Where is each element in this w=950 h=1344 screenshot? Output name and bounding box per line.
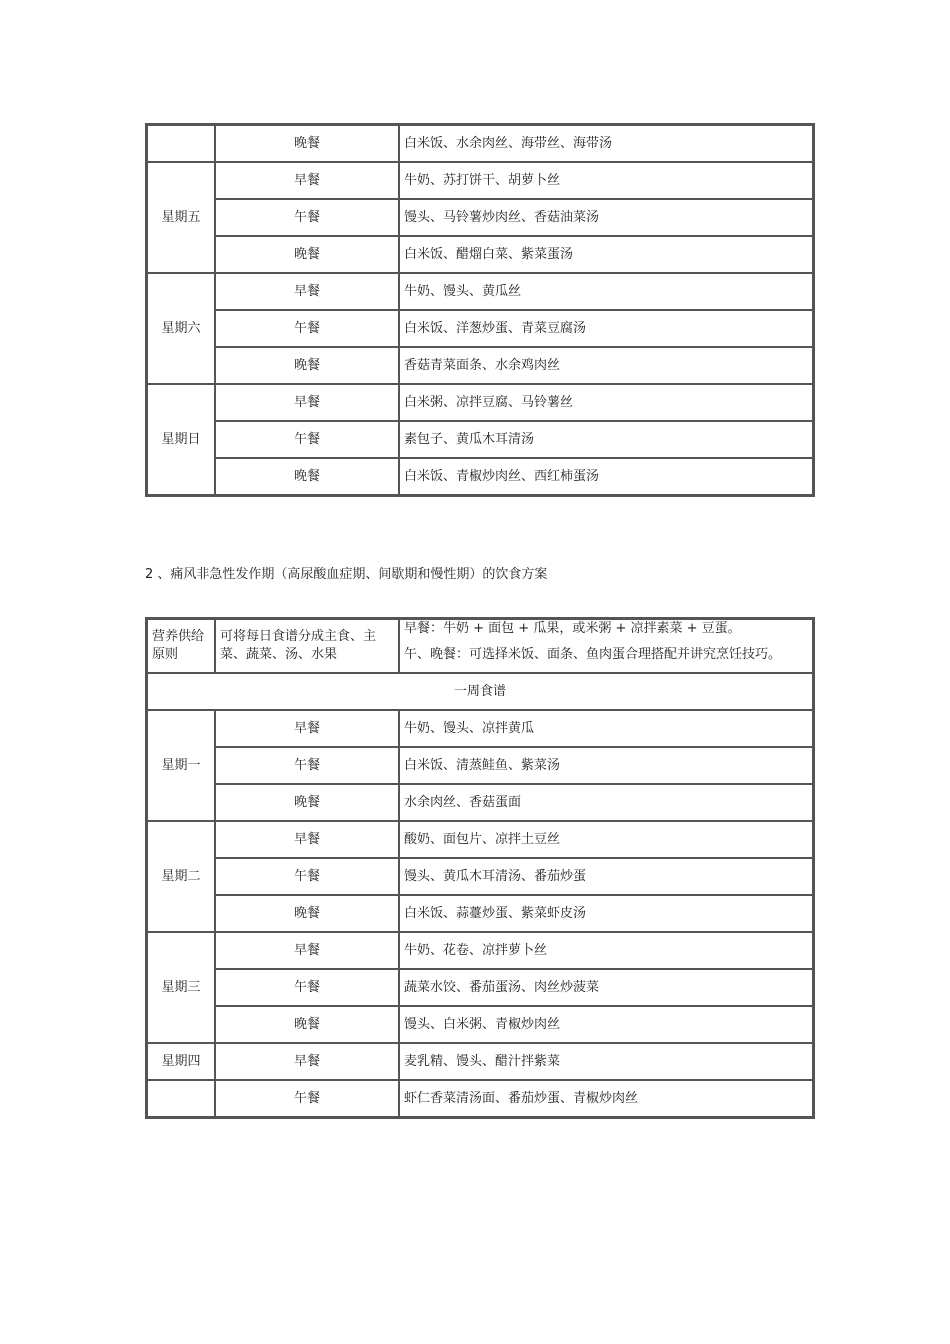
table-row	[147, 932, 813, 969]
table-row	[147, 125, 813, 162]
meal-name-cell: 早餐	[215, 1043, 399, 1080]
dish-cell: 馒头、马铃薯炒肉丝、香菇油菜汤	[399, 199, 813, 236]
meal-name-cell: 早餐	[215, 384, 399, 421]
meal-name-cell: 晚餐	[215, 347, 399, 384]
table-row	[147, 710, 813, 747]
table-row	[147, 1006, 813, 1043]
principle-text-cell: 可将每日食谱分成主食、主菜、蔬菜、汤、水果	[215, 619, 399, 673]
meal-name-cell: 午餐	[215, 747, 399, 784]
dish-cell: 蔬菜水饺、番茄蛋汤、肉丝炒菠菜	[399, 969, 813, 1006]
weekly-menu-table-continued	[145, 123, 815, 497]
section-heading: 2 、痛风非急性发作期（高尿酸血症期、间歇期和慢性期）的饮食方案	[145, 567, 548, 582]
table-row	[147, 821, 813, 858]
dish-cell: 白米饭、清蒸鲑鱼、紫菜汤	[399, 747, 813, 784]
day-cell: 星期日	[147, 384, 215, 495]
dish-cell: 牛奶、苏打饼干、胡萝卜丝	[399, 162, 813, 199]
table-row	[147, 895, 813, 932]
advice-lunch-dinner: 午、晚餐：可选择米饭、面条、鱼肉蛋合理搭配并讲究烹饪技巧。	[404, 647, 782, 662]
dish-cell: 牛奶、馒头、黄瓜丝	[399, 273, 813, 310]
dish-cell: 素包子、黄瓜木耳清汤	[399, 421, 813, 458]
dish-cell: 白米饭、水余肉丝、海带丝、海带汤	[399, 125, 813, 162]
meal-name-cell: 午餐	[215, 858, 399, 895]
dish-cell: 白米饭、醋熘白菜、紫菜蛋汤	[399, 236, 813, 273]
week-title-row	[147, 673, 813, 710]
advice-cell	[399, 619, 813, 673]
meal-name-cell: 晚餐	[215, 1006, 399, 1043]
dish-cell: 麦乳精、馒头、醋汁拌紫菜	[399, 1043, 813, 1080]
table-row	[147, 236, 813, 273]
dish-cell: 牛奶、花卷、凉拌萝卜丝	[399, 932, 813, 969]
dish-cell: 虾仁香菜清汤面、番茄炒蛋、青椒炒肉丝	[399, 1080, 813, 1117]
dish-cell: 水余肉丝、香菇蛋面	[399, 784, 813, 821]
dish-cell: 牛奶、馒头、凉拌黄瓜	[399, 710, 813, 747]
table-row	[147, 384, 813, 421]
table-row	[147, 310, 813, 347]
meal-name-cell: 晚餐	[215, 784, 399, 821]
table-row	[147, 1043, 813, 1080]
table-row	[147, 199, 813, 236]
meal-name-cell: 晚餐	[215, 895, 399, 932]
day-cell	[147, 1080, 215, 1117]
day-cell	[147, 125, 215, 162]
dish-cell: 白米饭、青椒炒肉丝、西红柿蛋汤	[399, 458, 813, 495]
day-cell: 星期一	[147, 710, 215, 821]
table-row	[147, 747, 813, 784]
meal-name-cell: 早餐	[215, 162, 399, 199]
day-cell: 星期四	[147, 1043, 215, 1080]
meal-name-cell: 晚餐	[215, 236, 399, 273]
dish-cell: 香菇青菜面条、水余鸡肉丝	[399, 347, 813, 384]
table-row	[147, 458, 813, 495]
meal-name-cell: 早餐	[215, 273, 399, 310]
meal-name-cell: 晚餐	[215, 458, 399, 495]
meal-name-cell: 午餐	[215, 1080, 399, 1117]
dish-cell: 馒头、白米粥、青椒炒肉丝	[399, 1006, 813, 1043]
day-cell: 星期二	[147, 821, 215, 932]
meal-name-cell: 早餐	[215, 710, 399, 747]
table-row	[147, 784, 813, 821]
table-row	[147, 162, 813, 199]
dish-cell: 白米饭、蒜薹炒蛋、紫菜虾皮汤	[399, 895, 813, 932]
meal-name-cell: 午餐	[215, 421, 399, 458]
meal-name-cell: 午餐	[215, 969, 399, 1006]
principle-label-cell: 营养供给原则	[147, 619, 215, 673]
meal-name-cell: 午餐	[215, 199, 399, 236]
table-row	[147, 969, 813, 1006]
table-row	[147, 273, 813, 310]
gout-diet-plan-table	[145, 617, 815, 1119]
advice-breakfast: 早餐：牛奶 + 面包 + 瓜果，或米粥 + 凉拌素菜 + 豆蛋。	[404, 621, 741, 636]
table-row	[147, 858, 813, 895]
day-cell: 星期三	[147, 932, 215, 1043]
week-title: 一周食谱	[147, 673, 813, 710]
table-row	[147, 421, 813, 458]
dish-cell: 馒头、黄瓜木耳清汤、番茄炒蛋	[399, 858, 813, 895]
dish-cell: 白米粥、凉拌豆腐、马铃薯丝	[399, 384, 813, 421]
table-row	[147, 1080, 813, 1117]
table-row	[147, 347, 813, 384]
meal-name-cell: 晚餐	[215, 125, 399, 162]
meal-name-cell: 午餐	[215, 310, 399, 347]
day-cell: 星期六	[147, 273, 215, 384]
dish-cell: 酸奶、面包片、凉拌土豆丝	[399, 821, 813, 858]
day-cell: 星期五	[147, 162, 215, 273]
meal-name-cell: 早餐	[215, 821, 399, 858]
principle-row	[147, 619, 813, 673]
dish-cell: 白米饭、洋葱炒蛋、青菜豆腐汤	[399, 310, 813, 347]
meal-name-cell: 早餐	[215, 932, 399, 969]
